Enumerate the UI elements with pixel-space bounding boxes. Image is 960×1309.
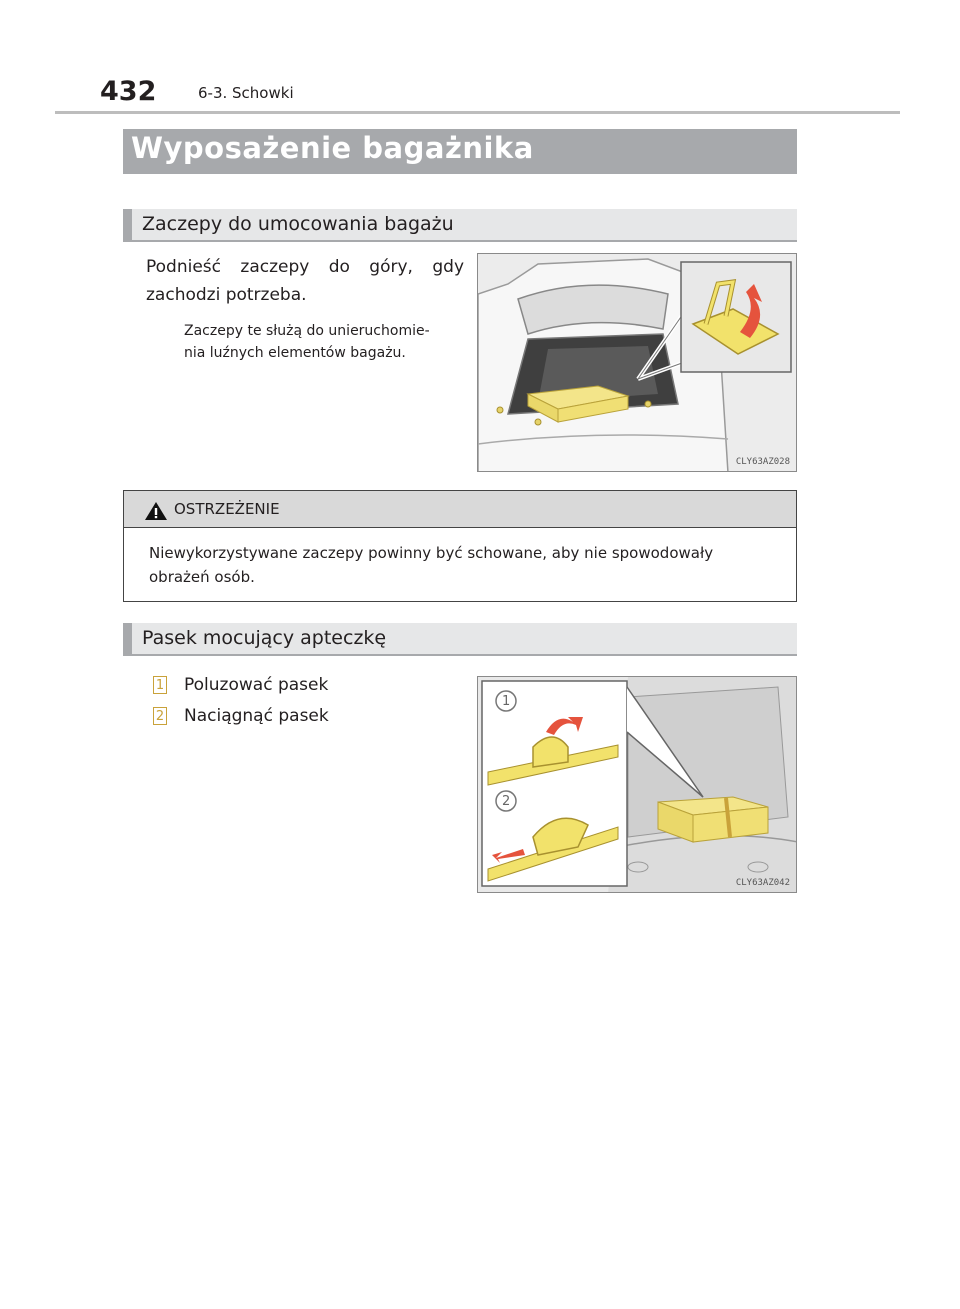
section-accent [123,623,132,656]
step-number-1: 1 [153,676,167,694]
hooks-note-line2: nia luźnych elementów bagażu. [184,345,406,361]
hooks-instruction-line1: Podnieść zaczepy do góry, gdy [146,257,464,277]
chapter-label: 6-3. Schowki [198,84,294,102]
warning-text-line1: Niewykorzystywane zaczepy powinny być schowane, aby nie spowodowały [149,544,714,562]
step-number-2: 2 [153,707,167,725]
warning-box [123,490,797,602]
hooks-instruction-line2: zachodzi potrzeba. [146,285,307,305]
warning-header [124,491,796,528]
section-rule [132,654,797,656]
first-aid-strap-illustration [478,677,797,893]
trunk-hooks-illustration [478,254,797,472]
figure-label-1: 1 [502,694,511,709]
step-text-1: Poluzować pasek [184,675,329,695]
page-number: 432 [100,76,157,107]
header-rule [55,111,900,114]
warning-triangle-icon [144,501,168,521]
section-accent [123,209,132,242]
trunk-hooks-figure [477,253,797,472]
figure-label-2: 2 [502,794,511,809]
main-title: Wyposażenie bagażnika [131,131,534,165]
section-title-first-aid-strap: Pasek mocujący apteczkę [142,627,387,649]
figure-code-1: CLY63AZ028 [735,457,790,467]
warning-text [149,541,779,589]
first-aid-strap-figure [477,676,797,893]
figure-code-2: CLY63AZ042 [735,878,790,888]
warning-text-line2: obrażeń osób. [149,568,255,586]
warning-title: OSTRZEŻENIE [174,500,280,518]
step-text-2: Naciągnąć pasek [184,706,329,726]
section-rule [132,240,797,242]
section-title-luggage-hooks: Zaczepy do umocowania bagażu [142,213,454,235]
hooks-note-line1: Zaczepy te służą do unieruchomie- [184,323,430,339]
